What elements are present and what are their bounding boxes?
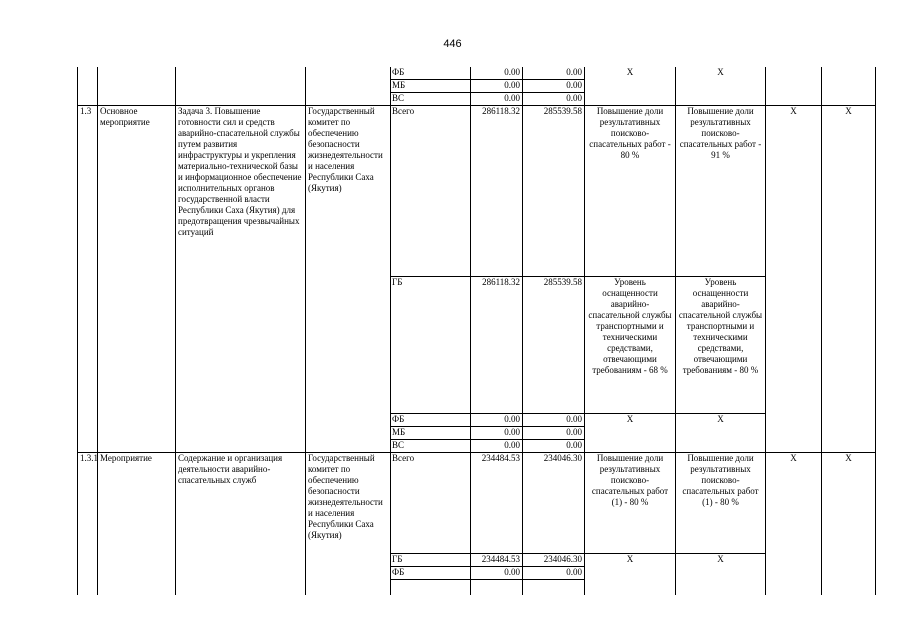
cell-empty [822,67,876,106]
funding-source: Всего [391,106,471,277]
program-table [77,67,876,595]
funding-source: ФБ [391,414,471,427]
amount-actual: 0.00 [523,427,585,440]
cell-empty [306,67,391,106]
amount-planned: 234484.53 [471,554,523,567]
amount-actual: 285539.58 [523,106,585,277]
executor: Государственный комитет по обеспечению безопасности жизнедеятельности и населения Республики Саха (Якутия) [306,106,391,453]
page-number: 446 [443,38,462,50]
amount-planned: 286118.32 [471,277,523,414]
indicator-planned: Повышение доли результативных поисково-спасательных работ (1) - 80 % [585,453,676,554]
amount-planned: 286118.32 [471,106,523,277]
mark-x: Х [822,453,876,595]
amount-planned: 0.00 [471,80,523,93]
indicator-actual: Х [676,414,766,453]
mark-x: Х [766,453,822,595]
amount-actual: 0.00 [523,414,585,427]
amount-planned: 0.00 [471,567,523,580]
table-row [78,67,876,80]
mark-x: Х [822,106,876,453]
indicator-actual: Х [676,554,766,595]
row-number: 1.3 [78,106,98,453]
cell-empty [78,67,98,106]
indicator-planned: Уровень оснащенности аварийно-спасательной службы транспортными и техническими средствами, отвечающими требованиям - 68 % [585,277,676,414]
indicator-actual: Повышение доли результативных поисково-спасательных работ (1) - 80 % [676,453,766,554]
funding-source: Всего [391,453,471,554]
amount-actual: 0.00 [523,67,585,80]
indicator-actual: Повышение доли результативных поисково-спасательных работ - 91 % [676,106,766,277]
indicator-actual: Х [676,67,766,106]
amount-actual: 0.00 [523,440,585,453]
funding-source: МБ [391,80,471,93]
amount-actual: 0.00 [523,567,585,580]
activity-name: Задача 3. Повышение готовности сил и средств аварийно-спасательной службы путем развития инфраструктуры и укрепления материально-технической базы и информационное обеспечение исполнительных органов государственной власти Республики Саха (Якутия) для предотвращения чрезвычайных ситуаций [176,106,306,453]
funding-source: ВС [391,440,471,453]
amount-planned: 234484.53 [471,453,523,554]
table-row [78,453,876,554]
cell-empty [471,580,523,595]
amount-actual: 234046.30 [523,453,585,554]
amount-planned: 0.00 [471,414,523,427]
cell-empty [391,580,471,595]
indicator-planned: Х [585,554,676,595]
cell-empty [766,67,822,106]
indicator-actual: Уровень оснащенности аварийно-спасательной службы транспортными и техническими средствами, отвечающими требованиям - 80 % [676,277,766,414]
indicator-planned: Х [585,67,676,106]
funding-source: ГБ [391,277,471,414]
activity-type: Основное мероприятие [98,106,176,453]
cell-empty [523,580,585,595]
funding-source: ФБ [391,67,471,80]
indicator-planned: Х [585,414,676,453]
indicator-planned: Повышение доли результативных поисково-спасательных работ - 80 % [585,106,676,277]
funding-source: МБ [391,427,471,440]
amount-planned: 0.00 [471,67,523,80]
activity-name: Содержание и организация деятельности аварийно-спасательных служб [176,453,306,595]
cell-empty [98,67,176,106]
amount-actual: 285539.58 [523,277,585,414]
amount-actual: 0.00 [523,80,585,93]
amount-planned: 0.00 [471,440,523,453]
mark-x: Х [766,106,822,453]
amount-actual: 0.00 [523,93,585,106]
amount-actual: 234046.30 [523,554,585,567]
activity-type: Мероприятие [98,453,176,595]
funding-source: ВС [391,93,471,106]
funding-source: ГБ [391,554,471,567]
executor: Государственный комитет по обеспечению безопасности жизнедеятельности и населения Республики Саха (Якутия) [306,453,391,595]
amount-planned: 0.00 [471,427,523,440]
row-number: 1.3.1 [78,453,98,595]
table-row [78,106,876,277]
cell-empty [176,67,306,106]
funding-source: ФБ [391,567,471,580]
amount-planned: 0.00 [471,93,523,106]
